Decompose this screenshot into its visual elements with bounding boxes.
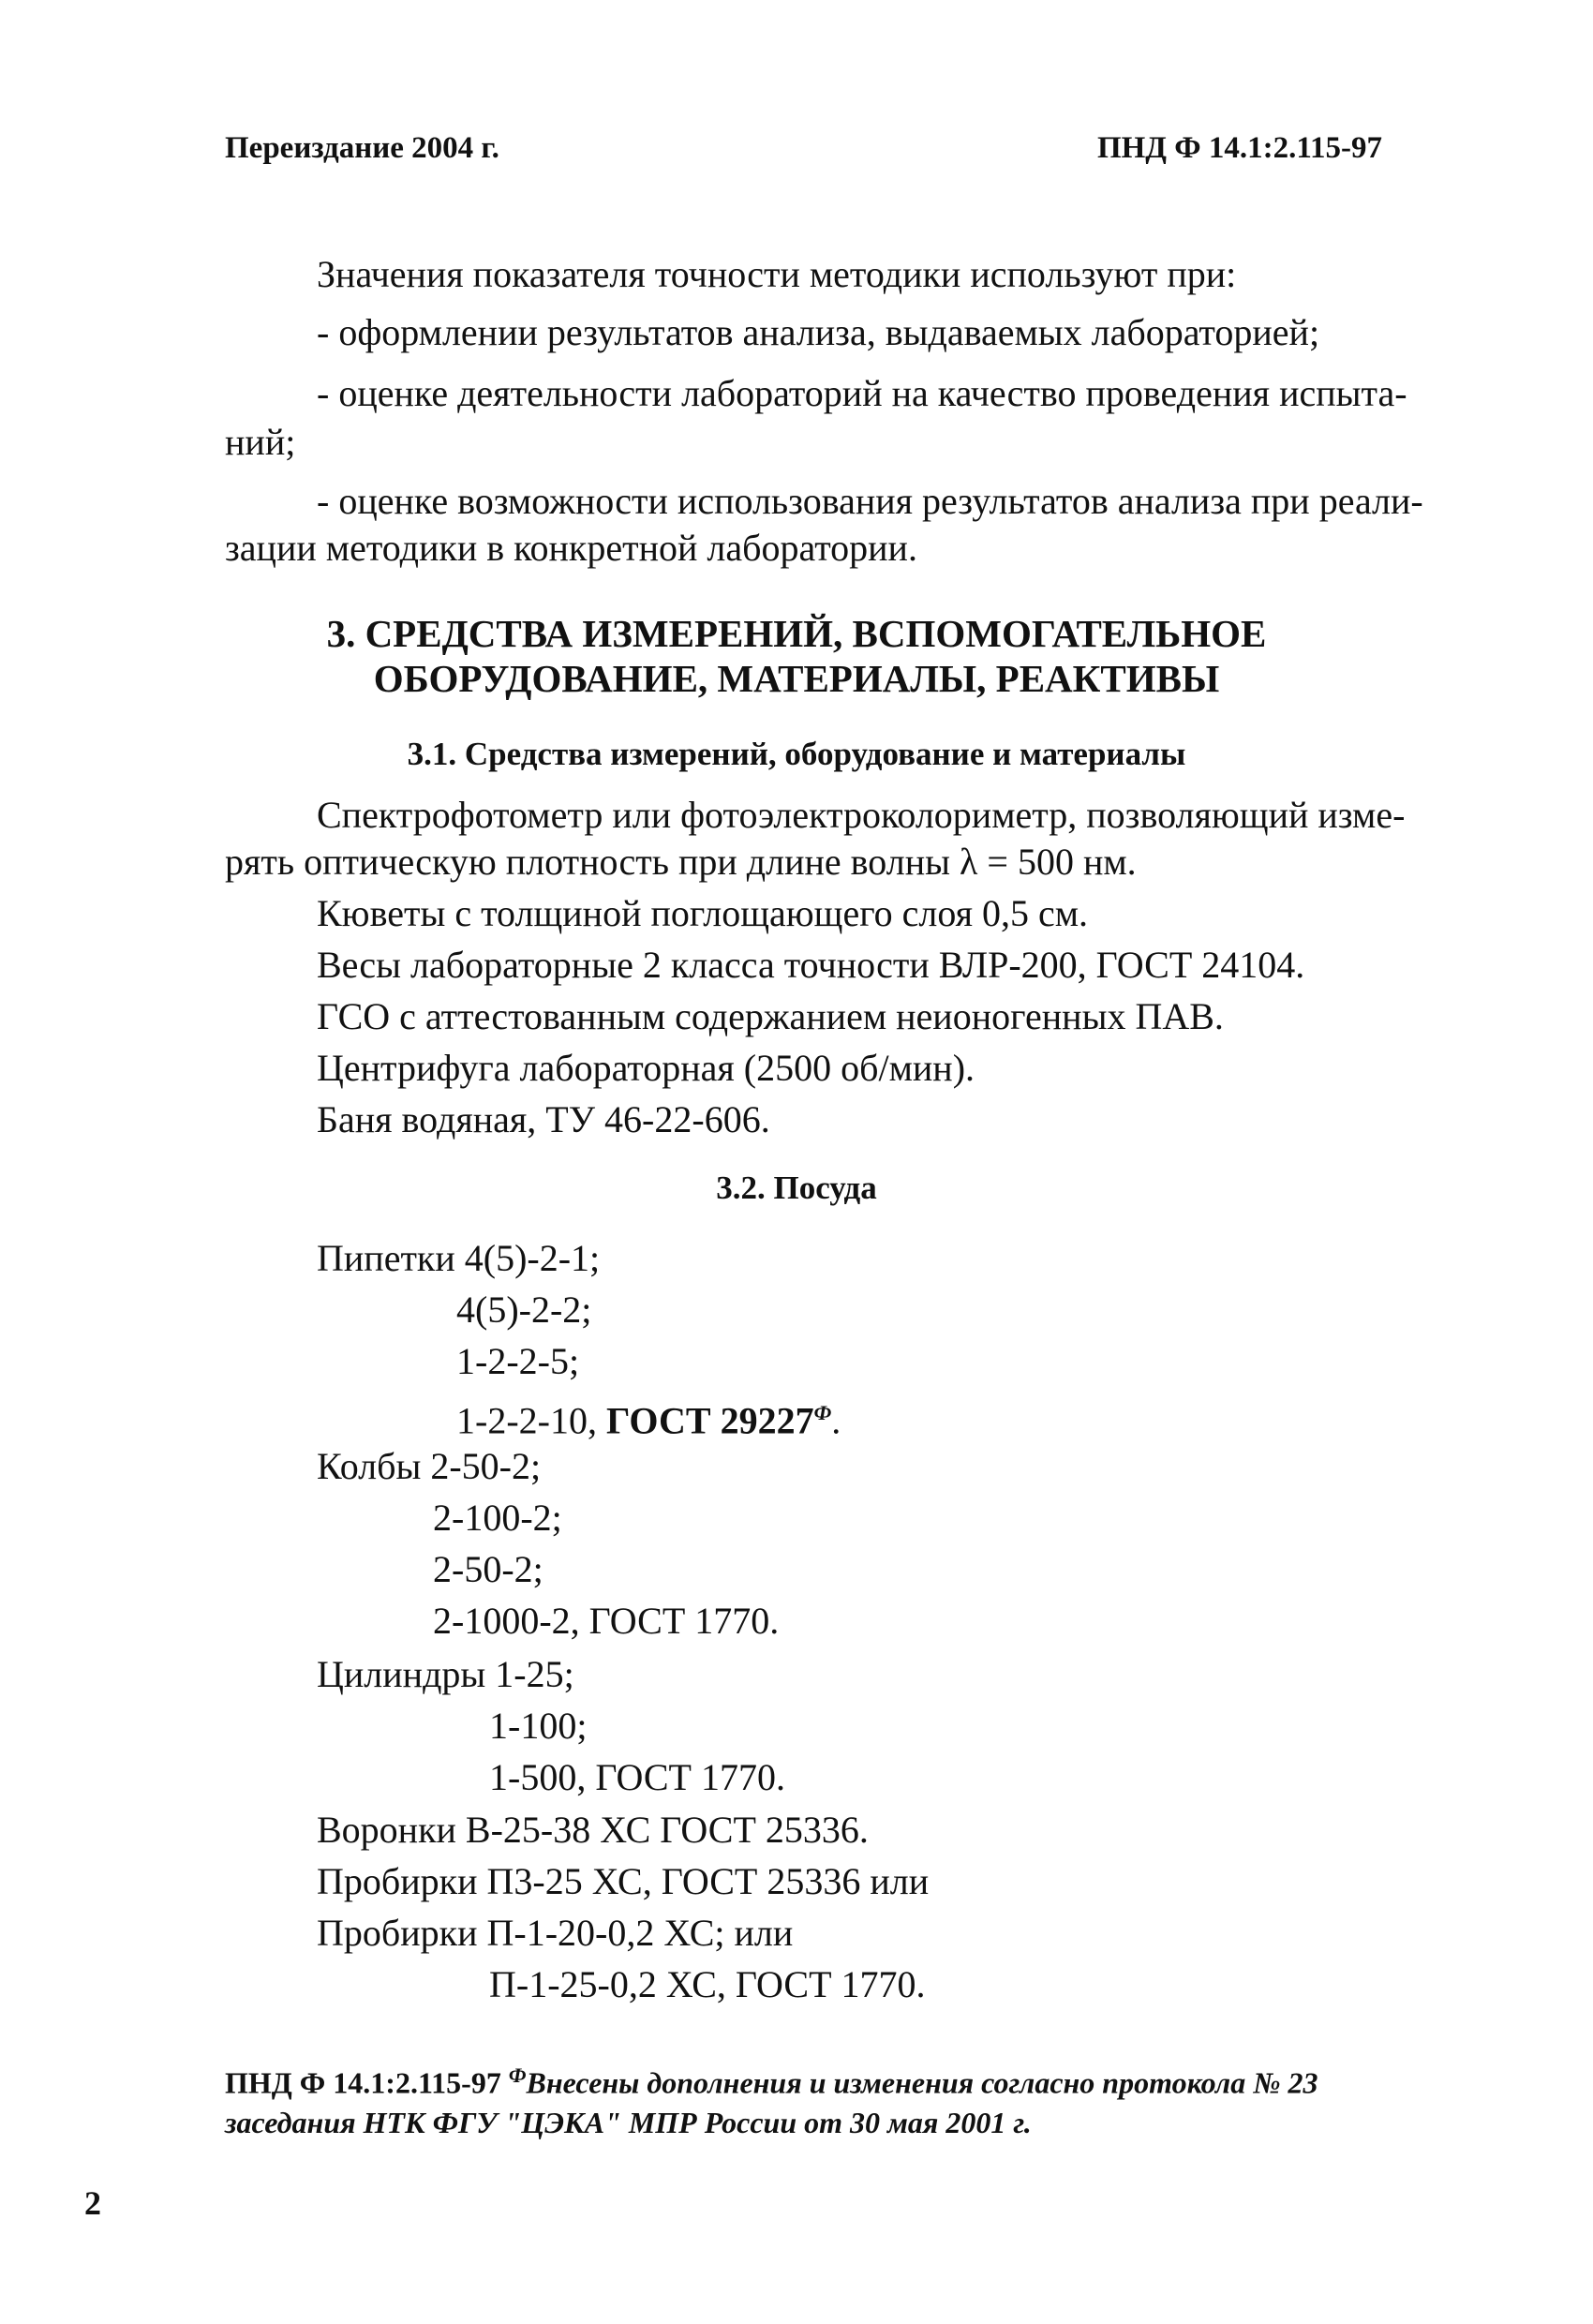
footnote-mark: Ф	[508, 2063, 527, 2087]
section31-p6: Баня водяная, ТУ 46-22-606.	[317, 1098, 770, 1140]
flasks-line-2: 2-100-2;	[433, 1497, 562, 1539]
pipettes-line-1: Пипетки 4(5)-2-1;	[317, 1237, 601, 1279]
section31-p2: Кюветы с толщиной поглощающего слоя 0,5 см.	[317, 892, 1089, 934]
pipettes-line-4-text: 1-2-2-10,	[456, 1399, 606, 1442]
pipettes-line-4	[456, 1390, 841, 1444]
cylinders-line-1: Цилиндры 1-25;	[317, 1653, 574, 1695]
pipettes-line-3: 1-2-2-5;	[456, 1340, 580, 1382]
section3-title-line-1: 3. СРЕДСТВА ИЗМЕРЕНИЙ, ВСПОМОГАТЕЛЬНОЕ	[326, 612, 1267, 655]
footnote-text-1: Внесены дополнения и изменения согласно протокола № 23	[526, 2065, 1318, 2100]
page-number: 2	[84, 2184, 101, 2222]
intro-line-1: Значения показателя точности методики используют при:	[317, 253, 1237, 295]
header-right: ПНД Ф 14.1:2.115-97	[1096, 131, 1382, 165]
header-left: Переиздание 2004 г.	[225, 131, 499, 165]
pipettes-gost: ГОСТ 29227	[605, 1399, 814, 1442]
intro-line-3b: ний;	[225, 421, 296, 463]
pipettes-line-4-end: .	[831, 1399, 841, 1442]
section31-p1a: Спектрофотометр или фотоэлектроколориметр, позволяющий изме-	[317, 794, 1406, 836]
footnote-text-2: заседания НТК ФГУ "ЦЭКА" МПР России от 30 мая 2001 г.	[225, 2106, 1032, 2139]
section31-p4: ГСО с аттестованным содержанием неионогенных ПАВ.	[317, 995, 1224, 1037]
tubes-line-2: Пробирки П-1-20-0,2 ХС; или	[317, 1912, 794, 1954]
pipettes-line-2: 4(5)-2-2;	[456, 1289, 592, 1331]
intro-line-4a: - оценке возможности использования результатов анализа при реали-	[317, 480, 1423, 522]
flasks-line-4: 2-1000-2, ГОСТ 1770.	[433, 1600, 780, 1642]
intro-line-4b: зации методики в конкретной лаборатории.	[225, 527, 917, 569]
section32-title: 3.2. Посуда	[716, 1169, 877, 1206]
cylinders-line-3: 1-500, ГОСТ 1770.	[489, 1756, 785, 1798]
flasks-line-3: 2-50-2;	[433, 1548, 543, 1590]
tubes-line-3: П-1-25-0,2 ХС, ГОСТ 1770.	[489, 1963, 926, 2005]
footnote-line-1	[225, 2052, 1318, 2107]
intro-line-3a: - оценке деятельности лабораторий на качество проведения испыта-	[317, 372, 1407, 414]
funnels-line: Воронки В-25-38 ХС ГОСТ 25336.	[317, 1809, 869, 1851]
section31-p3: Весы лабораторные 2 класса точности ВЛР-200, ГОСТ 24104.	[317, 944, 1305, 986]
section31-p5: Центрифуга лабораторная (2500 об/мин).	[317, 1047, 975, 1089]
section31-title: 3.1. Средства измерений, оборудование и материалы	[407, 736, 1186, 772]
cylinders-line-2: 1-100;	[489, 1705, 588, 1747]
intro-line-2: - оформлении результатов анализа, выдаваемых лабораторией;	[317, 311, 1320, 353]
section3-title-line-2: ОБОРУДОВАНИЕ, МАТЕРИАЛЫ, РЕАКТИВЫ	[373, 657, 1220, 700]
amendment-mark: Ф	[813, 1401, 832, 1424]
footnote-code: ПНД Ф 14.1:2.115-97	[225, 2065, 509, 2100]
tubes-line-1: Пробирки П3-25 ХС, ГОСТ 25336 или	[317, 1860, 930, 1902]
footnote-line-2	[225, 2099, 1032, 2146]
section31-p1b: рять оптическую плотность при длине волны λ = 500 нм.	[225, 841, 1137, 883]
flasks-line-1: Колбы 2-50-2;	[317, 1445, 542, 1487]
